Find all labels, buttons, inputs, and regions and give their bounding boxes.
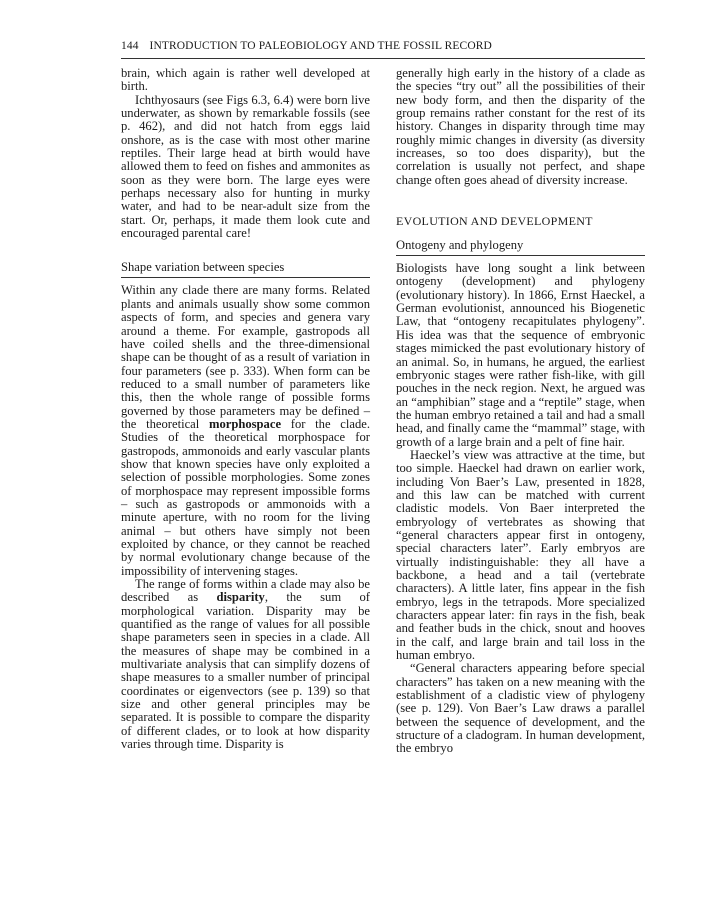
term-disparity: disparity: [216, 590, 265, 605]
paragraph: Within any clade there are many forms. Related plants and animals usually show some common aspects of form, and species and genera vary around a theme. For example, gastropods all have coiled shells and the three-dimensional shape can be thought of as a result of variation in four parameters (see p. 333). When form can be reduced to a small number of parameters like this, then the whole range of possible forms governed by those parameters may be defined – the theoretical morphospace for the clade. Studies of the theoretical morphospace for gastropods, ammonoids and early vascular plants show that known species have only exploited a selection of possible morphologies. Some zones of morphospace may represent impossible forms – such as gastropods or ammonoids with a minute aperture, with no room for the living animal – but others have simply not been exploited by chance, or they cannot be reached by normal evolutionary change because of the impossibility of intervening stages.: [121, 283, 370, 578]
running-head: [121, 40, 645, 59]
paragraph: Biologists have long sought a link between ontogeny (development) and phylogeny (evolutionary history). In 1866, Ernst Haeckel, a German evolutionist, announced his Biogenetic Law, that “ontogeny recapitulates phylogeny”. His idea was that the sequence of embryonic stages mimicked the past evolutionary history of an animal. So, in humans, he argued, the earliest embryonic stages were rather fish-like, with gill pouches in the neck region. Next, he argued was an “amphibian” stage and a “reptile” stage, when the human embryo retained a tail and had a small head, and finally came the “mammal” stage, with growth of a large brain and a pelt of fine hair.: [396, 261, 645, 449]
paragraph: Haeckel’s view was attractive at the time, but too simple. Haeckel had drawn on earlier work, including Von Baer’s Law, presented in 1828, and this law can be matched with current cladistic models. Von Baer interpreted the embryology of vertebrates as showing that “general characters appear first in ontogeny, special characters later”. Early embryos are virtually indistinguishable: they all have a backbone, a head and a tail (vertebrate characters). A little later, fins appear in the fish embryo, legs in the tetrapods. More specialized characters appear later: fin rays in the fish, beak and feather buds in the chick, snout and hooves in the calf, and large brain and tail loss in the human embryo.: [396, 447, 645, 663]
right-column: [396, 67, 645, 756]
paragraph: generally high early in the history of a clade as the species “try out” all the possibilities of their new body form, and then the disparity of the group remains rather constant for the rest of its history. Changes in disparity through time may roughly mimic changes in diversity (as diversity increases, so too does disparity), but the correlation is usually not perfect, and shape change often goes ahead of diversity increase.: [396, 66, 645, 187]
running-head-title: INTRODUCTION TO PALEOBIOLOGY AND THE FOSSIL RECORD: [149, 40, 492, 52]
subheading-shape-variation: Shape variation between species: [121, 260, 370, 278]
paragraph: The range of forms within a clade may also be described as disparity, the sum of morphological variation. Disparity may be quantified as the range of values for all possible shape parameters seen in species in a clade. All the measures of shape may be combined in a multivariate analysis that can simplify dozens of shape measures to a smaller number of principal coordinates or eigenvectors (see p. 139) so that size and other general principles may be separated. It is possible to compare the disparity of different clades, or to look at how disparity varies through time. Disparity is: [121, 577, 371, 752]
paragraph: Ichthyosaurs (see Figs 6.3, 6.4) were born live underwater, as shown by remarkable fossils (see p. 462), and did not hatch from eggs laid onshore, as is the case with most other marine reptiles. Their large head at birth would have allowed them to feed on fishes and ammonites as soon as they were born. The large eyes were perhaps necessary also for hunting in murky water, and had to be near-adult size from the start. Or, perhaps, it made them look cute and encouraged parental care!: [121, 92, 370, 241]
page-number: 144: [121, 40, 139, 52]
section-heading-evolution-development: EVOLUTION AND DEVELOPMENT: [396, 214, 593, 229]
paragraph: brain, which again is rather well developed at birth.: [121, 66, 370, 94]
term-morphospace: morphospace: [208, 416, 282, 431]
paragraph: “General characters appearing before special characters” has taken on a new meaning with the establishment of a cladistic view of phylogeny (see p. 129). Von Baer’s Law draws a parallel between the sequence of development, and the structure of a cladogram. In human development, the embryo: [396, 661, 645, 756]
left-column: [121, 67, 370, 752]
subheading-ontogeny-phylogeny: Ontogeny and phylogeny: [396, 238, 645, 256]
